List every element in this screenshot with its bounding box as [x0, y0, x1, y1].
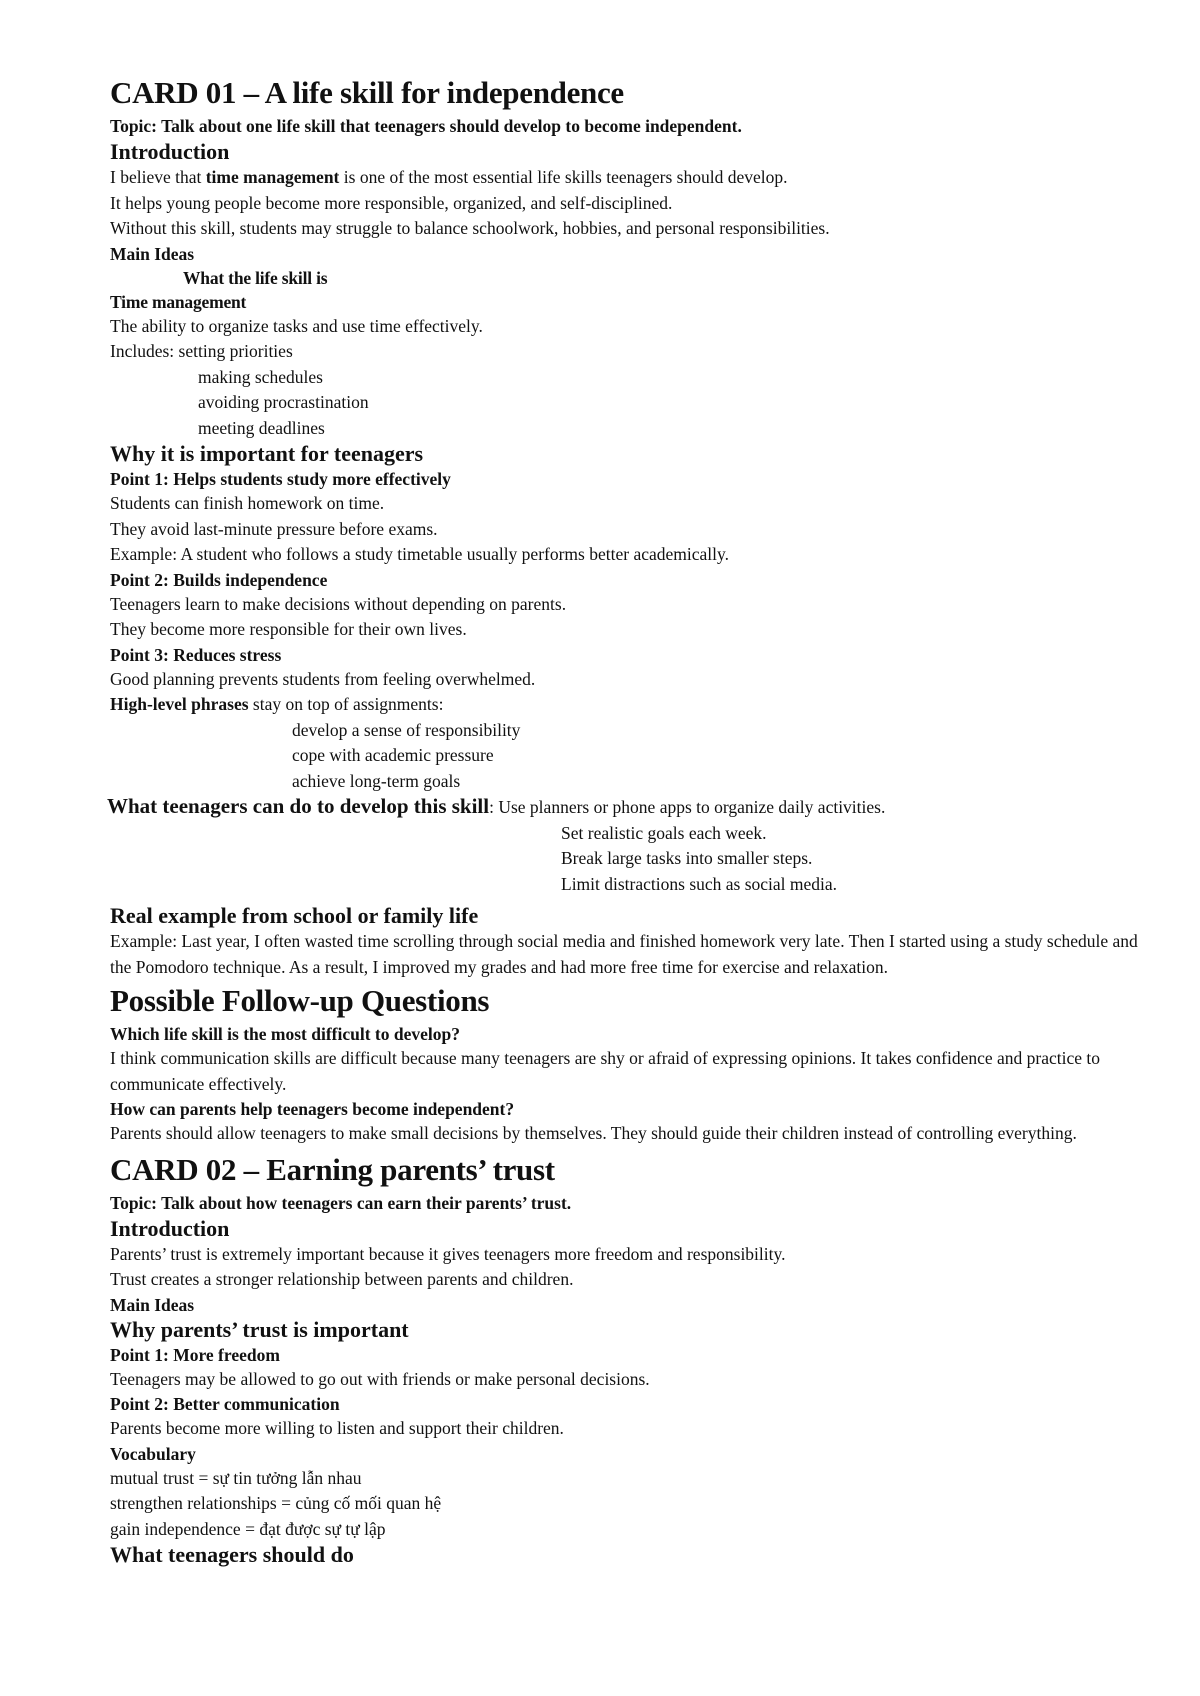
card2-point-2: Point 2: Better communication: [110, 1394, 340, 1414]
card1-skill-definition: The ability to organize tasks and use time effectively.: [110, 315, 483, 336]
develop-item: Set realistic goals each week.: [561, 822, 767, 843]
includes-item: making schedules: [198, 366, 323, 387]
vocab-item: gain independence = đạt được sự tự lập: [110, 1518, 386, 1539]
card1-topic: Topic: Talk about one life skill that teenagers should develop to become independent.: [110, 116, 742, 136]
point2-line: They become more responsible for their own lives.: [110, 619, 467, 639]
card1-point-2: Point 2: Builds independence: [110, 569, 328, 590]
phrase-item: stay on top of assignments:: [252, 694, 444, 714]
card1-why-heading: Why it is important for teenagers: [110, 441, 424, 466]
followup-answer-2: Parents should allow teenagers to make small decisions by themselves. They should guide their children instead of controlling everything.: [110, 1123, 1077, 1143]
card1-what-skill: What the life skill is: [183, 267, 328, 288]
vocab-item: mutual trust = sự tin tưởng lẫn nhau: [110, 1467, 362, 1488]
card2-topic: Topic: Talk about how teenagers can earn their parents’ trust.: [110, 1192, 572, 1213]
followup-question-1: Which life skill is the most difficult to develop?: [110, 1024, 460, 1044]
point1-line: They avoid last-minute pressure before exams.: [110, 518, 438, 539]
card2-vocab-heading: Vocabulary: [110, 1443, 196, 1464]
card1-main-ideas: Main Ideas: [110, 243, 195, 264]
card1-title: CARD 01 – A life skill for independence: [110, 75, 624, 110]
includes-item: avoiding procrastination: [198, 392, 369, 412]
card2-what-do-heading: What teenagers should do: [110, 1542, 354, 1567]
card2-main-ideas: Main Ideas: [110, 1294, 195, 1315]
intro-text-post: is one of the most essential life skills teenagers should develop.: [339, 167, 788, 187]
followup-answer-1: I think communication skills are difficult because many teenagers are shy or afraid of expressing opinions. It takes confidence and practice to communicate effectively.: [110, 1048, 1101, 1094]
card2-point1-text: Teenagers may be allowed to go out with friends or make personal decisions.: [110, 1368, 650, 1389]
includes-item: meeting deadlines: [198, 417, 325, 438]
includes-item: setting priorities: [178, 341, 293, 361]
phrase-item: cope with academic pressure: [292, 745, 494, 765]
card1-example-heading: Real example from school or family life: [110, 903, 479, 928]
card1-skill-name: Time management: [110, 291, 247, 312]
intro-text-pre: I believe that: [110, 167, 206, 187]
card1-intro-line-2: It helps young people become more responsible, organized, and self-disciplined.: [110, 192, 673, 213]
card2-intro-line-1: Parents’ trust is extremely important because it gives teenagers more freedom and responsibility.: [110, 1243, 786, 1264]
followup-question-2: How can parents help teenagers become independent?: [110, 1099, 515, 1119]
point2-line: Teenagers learn to make decisions without depending on parents.: [110, 593, 567, 614]
card2-why-heading: Why parents’ trust is important: [110, 1316, 409, 1342]
develop-label: What teenagers can do to develop this skill: [107, 794, 490, 818]
card2-point2-text: Parents become more willing to listen and support their children.: [110, 1418, 564, 1438]
phrases-label: High-level phrases: [110, 694, 249, 714]
point1-line: Students can finish homework on time.: [110, 493, 385, 513]
card1-intro-heading: Introduction: [110, 139, 230, 164]
card1-point-1: Point 1: Helps students study more effectively: [110, 469, 451, 489]
card1-point-3: Point 3: Reduces stress: [110, 644, 282, 665]
develop-item: Limit distractions such as social media.: [561, 873, 838, 894]
card2-point-1: Point 1: More freedom: [110, 1344, 280, 1365]
card1-example-text: Example: Last year, I often wasted time scrolling through social media and finished homework very late. Then I started using a study schedule and the Pomodoro technique. As a result, I improved my grades and had more free time for exercise and relaxation.: [110, 931, 1138, 977]
phrase-item: achieve long-term goals: [292, 770, 461, 791]
includes-label: Includes:: [110, 341, 179, 361]
phrase-item: develop a sense of responsibility: [292, 719, 521, 740]
intro-keyword: time management: [205, 167, 340, 187]
point1-line: Example: A student who follows a study timetable usually performs better academically.: [110, 544, 729, 564]
vocab-item: strengthen relationships = củng cố mối quan hệ: [110, 1493, 442, 1513]
card2-title: CARD 02 – Earning parents’ trust: [110, 1151, 555, 1187]
develop-item: Use planners or phone apps to organize daily activities.: [498, 797, 886, 817]
followup-heading: Possible Follow-up Questions: [110, 983, 490, 1018]
card1-includes-line-1: [110, 339, 1130, 365]
card2-intro-heading: Introduction: [110, 1215, 230, 1241]
card1-intro-line-3: Without this skill, students may struggle to balance schoolwork, hobbies, and personal responsibilities.: [110, 218, 830, 238]
card1-phrases-line-1: [110, 692, 1130, 718]
develop-item: Break large tasks into smaller steps.: [561, 848, 813, 868]
card2-intro-line-2: Trust creates a stronger relationship between parents and children.: [110, 1269, 574, 1289]
card1-intro-line-1: [110, 165, 1130, 191]
point3-line: Good planning prevents students from feeling overwhelmed.: [110, 668, 536, 689]
card1-develop-line-1: What teenagers can do to develop this skill: Use planners or phone apps to organize daily activities.: [107, 794, 886, 818]
